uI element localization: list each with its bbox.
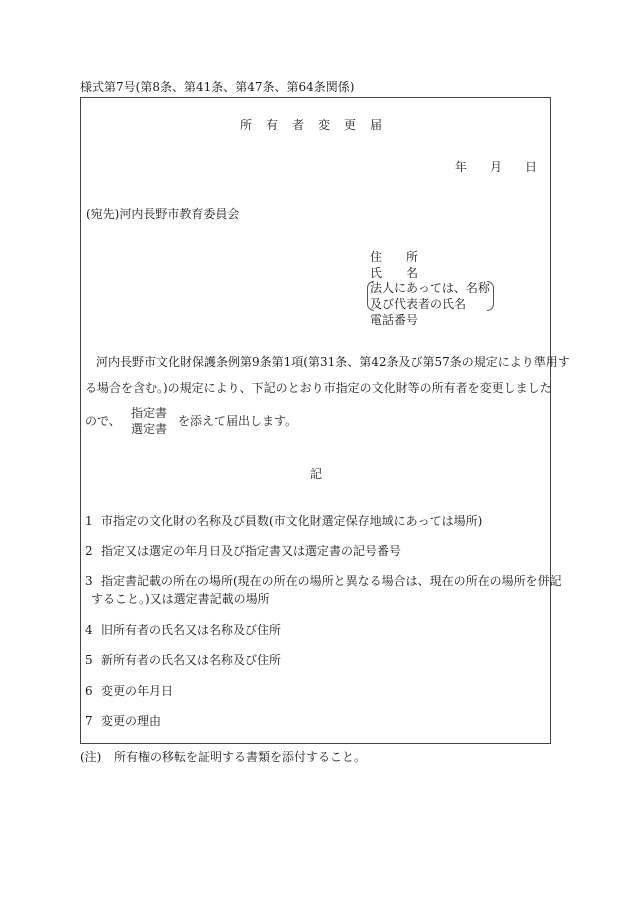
phone-label: 電話番号 xyxy=(370,313,419,327)
item-text: 指定又は選定の年月日及び指定書又は選定書の記号番号 xyxy=(101,544,402,558)
document-title: 所 有 者 変 更 届 xyxy=(240,118,384,132)
ki-heading: 記 xyxy=(310,467,323,481)
body-line1: 河内長野市文化財保護条例第9条第1項(第31条、第42条及び第57条の規定により準用す xyxy=(96,355,570,369)
item-text-continuation: すること。)又は選定書記載の場所 xyxy=(91,592,270,606)
item-number: 4 xyxy=(85,623,93,637)
item-number: 7 xyxy=(85,714,93,728)
option-shiteisho: 指定書 xyxy=(131,406,168,420)
note-label: (注) xyxy=(80,750,102,764)
date-year: 年 xyxy=(455,160,468,174)
item-number: 1 xyxy=(85,514,93,528)
body-line3-suffix: を添えて届出します。 xyxy=(178,414,298,428)
item-text: 変更の理由 xyxy=(101,714,162,728)
body-line2: る場合を含む。)の規定により、下記のとおり市指定の文化財等の所有者を変更しました xyxy=(85,381,552,395)
addressee: (宛先)河内長野市教育委員会 xyxy=(86,207,240,221)
item-text: 変更の年月日 xyxy=(101,684,174,698)
paren-close xyxy=(487,281,494,311)
item-number: 2 xyxy=(85,544,93,558)
item-text: 指定書記載の所在の場所(現在の所在の場所と異なる場合は、現在の所在の場所を併記 xyxy=(101,574,562,588)
body-line3-prefix: ので、 xyxy=(85,414,121,428)
corporate-note-line1: 法人にあっては、名称 xyxy=(370,281,490,295)
item-number: 3 xyxy=(85,574,93,588)
date-day: 日 xyxy=(525,160,538,174)
item-text: 新所有者の氏名又は名称及び住所 xyxy=(101,653,282,667)
form-number: 様式第7号(第8条、第41条、第47条、第64条関係) xyxy=(80,80,355,94)
address-label: 住 所 xyxy=(370,250,419,264)
item-text: 旧所有者の氏名又は名称及び住所 xyxy=(101,623,282,637)
date-month: 月 xyxy=(490,160,503,174)
item-number: 6 xyxy=(85,684,93,698)
item-text: 市指定の文化財の名称及び員数(市文化財選定保存地域にあっては場所) xyxy=(101,514,483,528)
name-label: 氏 名 xyxy=(370,266,419,280)
item-number: 5 xyxy=(85,653,93,667)
corporate-note-line2: 及び代表者の氏名 xyxy=(370,297,467,311)
note-text: 所有権の移転を証明する書類を添付すること。 xyxy=(114,750,367,764)
option-senteisho: 選定書 xyxy=(131,422,168,436)
